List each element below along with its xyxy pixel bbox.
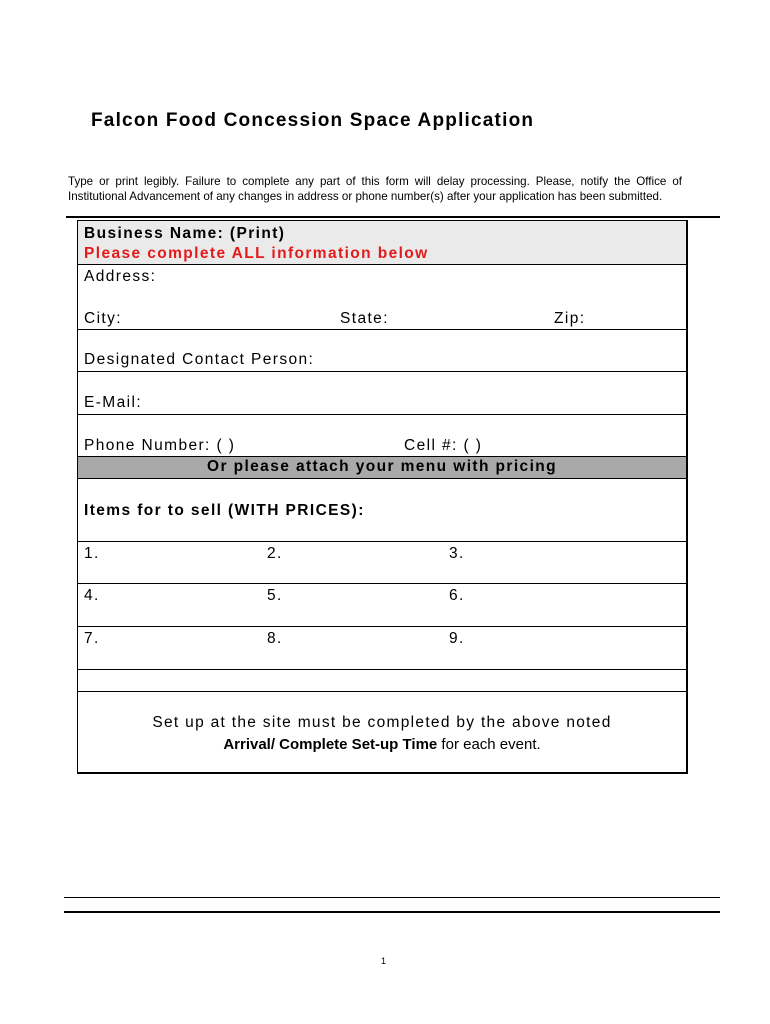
application-form bbox=[77, 220, 688, 774]
items-row-1[interactable] bbox=[78, 542, 686, 584]
cell-label: Cell #: ( ) bbox=[404, 437, 483, 454]
business-name-label: Business Name: (Print) bbox=[84, 225, 286, 242]
items-row-3[interactable] bbox=[78, 627, 686, 670]
setup-notice-rest: for each event. bbox=[437, 736, 541, 753]
phone-label: Phone Number: ( ) bbox=[84, 437, 236, 454]
items-row-2[interactable] bbox=[78, 584, 686, 627]
contact-person-row[interactable] bbox=[78, 330, 686, 372]
menu-notice-row bbox=[78, 457, 686, 479]
state-label: State: bbox=[340, 310, 389, 327]
setup-time-emphasis: Arrival/ Complete Set-up Time bbox=[223, 736, 438, 753]
business-name-row[interactable] bbox=[78, 221, 686, 265]
item-8-number: 8. bbox=[267, 630, 283, 647]
setup-notice-line-1: Set up at the site must be completed by the above noted bbox=[152, 714, 612, 731]
phone-row[interactable] bbox=[78, 415, 686, 457]
item-4-number: 4. bbox=[84, 587, 100, 604]
city-label: City: bbox=[84, 310, 122, 327]
footer-rule-thin bbox=[64, 897, 720, 898]
page-title: Falcon Food Concession Space Application bbox=[91, 110, 535, 131]
item-3-number: 3. bbox=[449, 545, 465, 562]
instructions-text: Type or print legibly. Failure to complete any part of this form will delay processing. Please, notify the Office of Institutional Advancement of any changes in address or phone number(s) after your application has been submitted. bbox=[68, 175, 682, 203]
items-label: Items for to sell (WITH PRICES): bbox=[84, 502, 365, 519]
item-2-number: 2. bbox=[267, 545, 283, 562]
menu-notice: Or please attach your menu with pricing bbox=[206, 458, 558, 475]
items-header-row bbox=[78, 479, 686, 542]
item-6-number: 6. bbox=[449, 587, 465, 604]
item-7-number: 7. bbox=[84, 630, 100, 647]
item-5-number: 5. bbox=[267, 587, 283, 604]
email-label: E-Mail: bbox=[84, 394, 143, 411]
blank-row bbox=[78, 670, 686, 692]
item-9-number: 9. bbox=[449, 630, 465, 647]
setup-notice-line-2 bbox=[78, 736, 686, 753]
complete-all-notice: Please complete ALL information below bbox=[84, 245, 429, 262]
header-divider bbox=[66, 216, 720, 218]
item-1-number: 1. bbox=[84, 545, 100, 562]
contact-person-label: Designated Contact Person: bbox=[84, 351, 315, 368]
zip-label: Zip: bbox=[554, 310, 586, 327]
page-number: 1 bbox=[381, 956, 387, 966]
email-row[interactable] bbox=[78, 372, 686, 415]
address-label: Address: bbox=[84, 268, 157, 285]
footer-rule-thick bbox=[64, 911, 720, 913]
address-row[interactable] bbox=[78, 265, 686, 330]
